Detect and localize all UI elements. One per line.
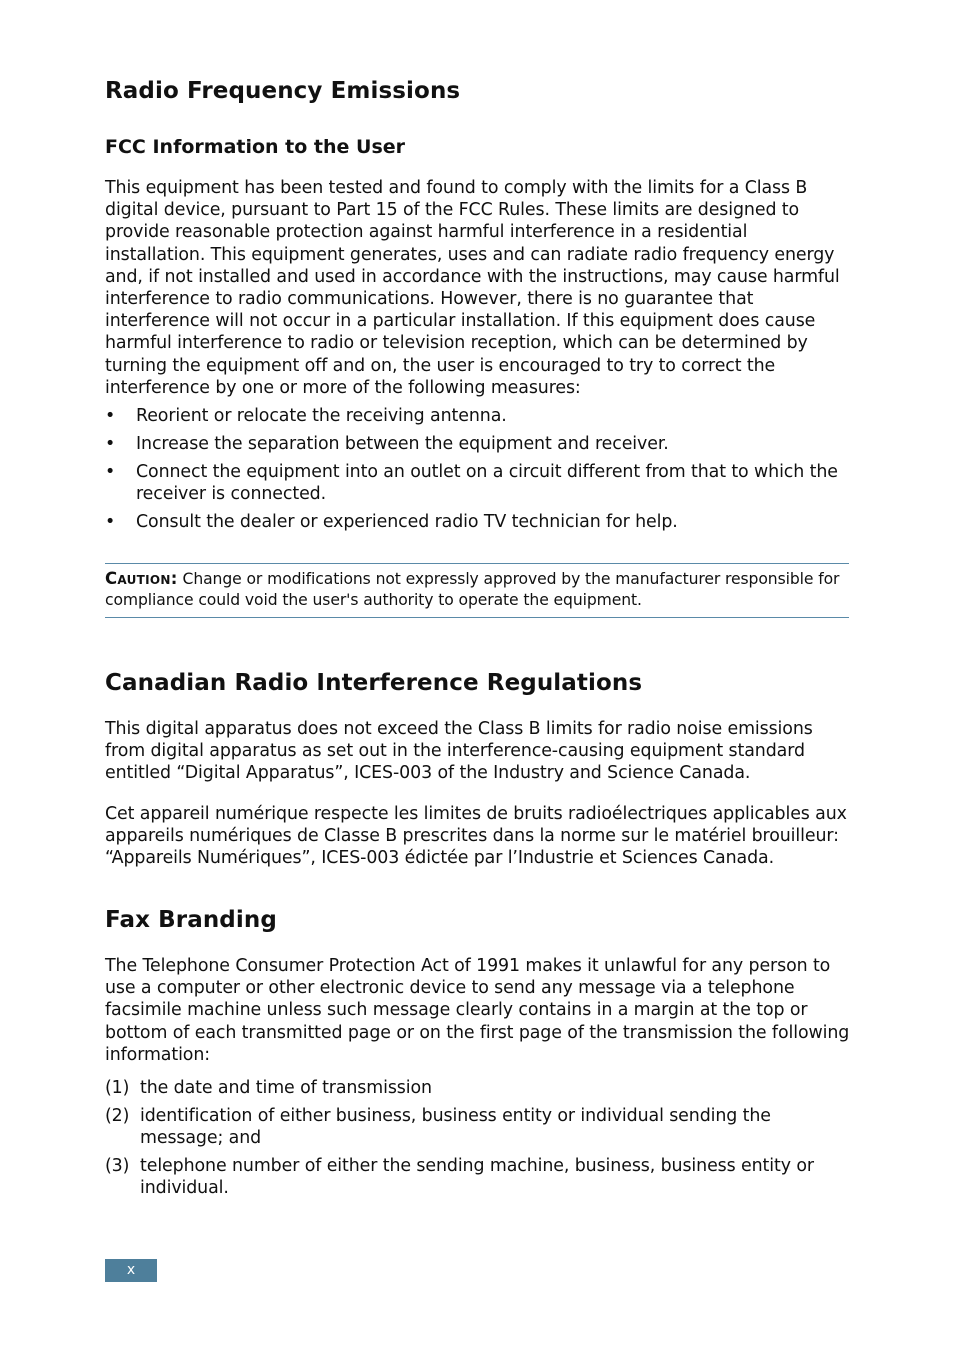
section-title-canada: Canadian Radio Interference Regulations <box>105 670 643 696</box>
list-item <box>105 461 850 505</box>
fax-paragraph: The Telephone Consumer Protection Act of 1991 makes it unlawful for any person to use a computer or other electronic device to send any message via a telephone facsimile machine unless such message clearly contains in a margin at the top or bottom of each transmitted page or on the first page of the transmission the following information: <box>105 956 850 1065</box>
bullet-icon: • <box>105 406 116 426</box>
caution-text-block <box>105 569 849 610</box>
canada-paragraph-en: This digital apparatus does not exceed the Class B limits for radio noise emissions from digital apparatus as set out in the interference-causing equipment standard entitled “Digital Apparatus”, ICES-003 of the Industry and Science Canada. <box>105 719 813 784</box>
list-item-number: (1) <box>105 1078 130 1098</box>
list-item-text: telephone number of either the sending machine, business, business entity or individual. <box>140 1155 814 1198</box>
list-item-number: (3) <box>105 1155 130 1176</box>
list-item <box>105 433 850 455</box>
list-item-text: Connect the equipment into an outlet on a circuit different from that to which the receiver is connected. <box>136 461 838 504</box>
caution-text: Change or modifications not expressly approved by the manufacturer responsible for compliance could void the user's authority to operate the equipment. <box>105 570 840 609</box>
caution-label: Caution: <box>105 569 178 588</box>
list-item-text: identification of either business, business entity or individual sending the message; and <box>140 1105 771 1148</box>
caution-note <box>105 563 849 618</box>
bullet-icon: • <box>105 461 116 482</box>
list-item-text: the date and time of transmission <box>140 1078 432 1098</box>
list-item-text: Increase the separation between the equipment and receiver. <box>136 433 669 454</box>
list-item <box>105 511 850 533</box>
page-number-tab: x <box>105 1259 157 1282</box>
list-item <box>105 1077 850 1099</box>
section-title-rf: Radio Frequency Emissions <box>105 78 461 104</box>
list-item <box>105 405 850 427</box>
bullet-icon: • <box>105 511 116 532</box>
list-item <box>105 1105 850 1149</box>
bullet-icon: • <box>105 433 116 454</box>
fax-info-list <box>105 1077 850 1199</box>
list-item-text: Consult the dealer or experienced radio TV technician for help. <box>136 511 678 532</box>
section-title-fax: Fax Branding <box>105 907 277 933</box>
fcc-paragraph: This equipment has been tested and found to comply with the limits for a Class B digital device, pursuant to Part 15 of the FCC Rules. These limits are designed to provide reasonable protection against harmful interference in a residential installation. This equipment generates, uses and can radiate radio frequency energy and, if not installed and used in accordance with the instructions, may cause harmful interference to radio communications. However, there is no guarantee that interference will not occur in a particular installation. If this equipment does cause harmful interference to radio or television reception, which can be determined by turning the equipment off and on, the user is encouraged to try to correct the interference by one or more of the following measures: <box>105 178 840 398</box>
canada-paragraph-fr: Cet appareil numérique respecte les limites de bruits radioélectriques applicables aux appareils numériques de Classe B prescrites dans la norme sur le matériel brouilleur: “Appareils Numériques”, ICES-003 édictée par l’Industrie et Sciences Canada. <box>105 804 847 869</box>
list-item-text: Reorient or relocate the receiving antenna. <box>136 406 507 426</box>
subsection-title-fcc: FCC Information to the User <box>105 136 406 158</box>
list-item <box>105 1155 850 1199</box>
list-item-number: (2) <box>105 1105 130 1126</box>
measures-list <box>105 405 850 533</box>
